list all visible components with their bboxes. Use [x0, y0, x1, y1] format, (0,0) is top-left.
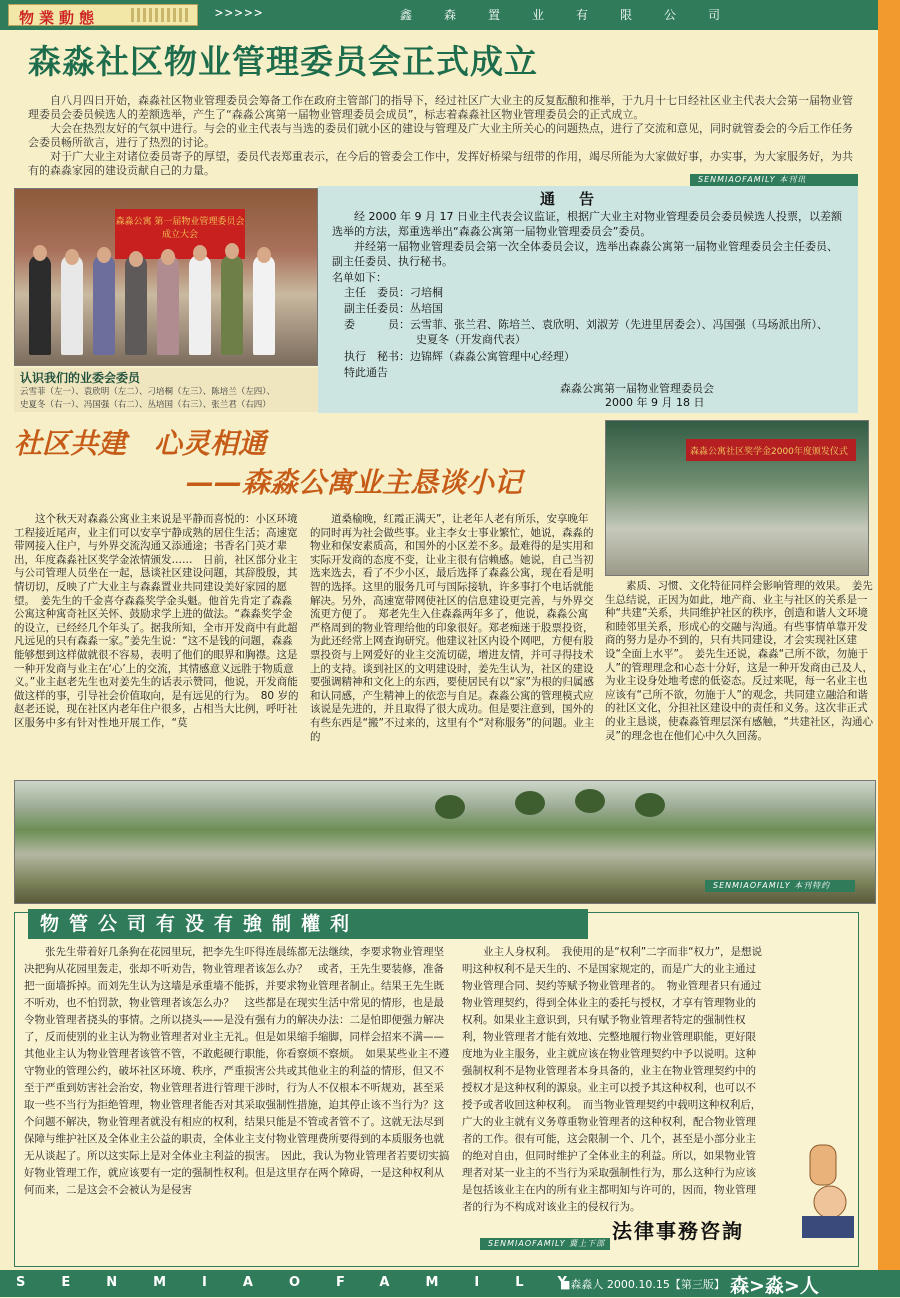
photo-caption-title: 认识我们的业委会委员 — [20, 371, 141, 385]
footer-issue-date: ■森淼人 2000.10.15【第三版】 — [560, 1278, 725, 1291]
raised-hand-icon — [790, 1140, 860, 1240]
notice-signer: 森淼公寓第一届物业管理委员会 — [560, 382, 714, 395]
tree — [435, 795, 465, 819]
person-figure — [93, 255, 115, 355]
notice-row: 主任 委员：刁培桐 — [344, 286, 443, 299]
orange-side-bar — [878, 0, 900, 1280]
tree — [635, 793, 665, 817]
notice-row: 副主任委员：丛培国 — [344, 302, 443, 315]
person-figure — [125, 255, 147, 355]
section-tag: 物業動態 — [19, 9, 100, 27]
notice-row: 委 员：云雪菲、张兰君、陈培兰、袁欣明、刘淑芳（先进里居委会）、冯国强（马场派出所）、 — [344, 318, 828, 331]
person-figure — [189, 255, 211, 355]
section-tag-box — [8, 4, 198, 26]
notice-list-label: 名单如下： — [332, 271, 387, 284]
tag-stripes — [131, 8, 191, 22]
person-head — [65, 249, 79, 265]
person-figure — [157, 255, 179, 355]
notice-row: 史夏冬（开发商代表） — [416, 333, 526, 346]
person-head — [225, 243, 239, 259]
person-figure — [29, 255, 51, 355]
article1-paragraph: 自八月四日开始，森淼社区物业管理委员会筹备工作在政府主管部门的指导下，经过社区广大业主的反复酝酿和推举，于九月十七日经社区业主代表大会第一届物业管理委员会委员候选人的差额选举，产生了“森淼公寓第一届物业管理委员会成员”，标志着森淼社区物业管理委员会的正式成立。 — [28, 94, 853, 121]
caption-line: 史夏冬（右一）、冯国强（右二）、丛培国（右三）、张兰君（右四） — [20, 400, 271, 410]
article2-subtitle: ——森淼公寓业主恳谈小记 — [186, 466, 523, 499]
notice-paragraph: 经 2000 年 9 月 17 日业主代表会议监证，根据广大业主对物业管理委员会委员候选人投票，以差额选举的方法，郑重选举出“森淼公寓第一届物业管理委员会”委员。 — [332, 210, 842, 238]
person-head — [97, 247, 111, 263]
notice-paragraph: 并经第一届物业管理委员会第一次全体委员会议，选举出森淼公寓第一届物业管理委员会主任委员、副主任委员、执行秘书。 — [332, 240, 838, 268]
notice-date: 2000 年 9 月 18 日 — [605, 396, 705, 409]
notice-row: 执行 秘书：边锦辉（森淼公寓管理中心经理） — [344, 350, 575, 363]
article2-column-1: 这个秋天对森淼公寓业主来说是平静而喜悦的：小区环境工程接近尾声，业主们可以安享宁静成熟的居住生活；高速宽带网接入住户，与外界交流沟通又添通途；书香名门英才辈出，年度森淼社区奖学金浓情颁发…… 日前，社区部分业主与公司管理人员坐在一起，恳谈社区建设问题，其辞殷殷，其情切切，反映了广大业主与森淼置业共同建设美好家园的愿望。 姜先生的千金喜夺森淼奖学金头魁。他首先肯定了森淼公寓这种寓奇社区关怀、鼓励求学上进的做法。“森淼奖学金的设立，已经经几个年头了。据我所知，全市开发商中有此超凡远见的只有森淼一家。”姜先生说：“这不是钱的问题，森淼能够想到这样做就很不容易，表明了他们的眼界和胸襟。这是一种开发商与业主在‘心’上的交流，其情感意义远胜于物质意义。”业主赵老先生也对姜先生的话表示赞同，他说，开发商能做这样的事，引导社会价值取向，是有远见的行为。 80 岁的赵老还说，现在社区内老年住户很多，占相当大比例，呼吁社区服务中多有针对性地开展工作，“莫 — [14, 513, 299, 729]
ceremony-banner: 森淼公寓社区奖学金2000年度颁发仪式 — [686, 439, 856, 461]
article2-title: 社区共建 心灵相通 — [14, 427, 267, 460]
legal-column-title: 法律事務咨詢 — [612, 1219, 744, 1243]
photo-banner: 森淼公寓 第一届物业管理委员会成立大会 — [115, 209, 245, 259]
award-ceremony-photo — [605, 420, 869, 576]
person-head — [161, 249, 175, 265]
committee-photo — [14, 188, 318, 366]
article3-title: 物管公司有没有強制權利 — [28, 909, 588, 939]
header-arrows: >>>>> — [215, 6, 265, 21]
article1-title: 森淼社区物业管理委员会正式成立 — [28, 42, 538, 81]
footer-wordmark: SENMIAOFAMILY — [16, 1275, 603, 1290]
caption-line: 云雪菲（左一）、袁欣明（左二）、刁培桐（左三）、陈培兰（左四）、 — [20, 387, 276, 397]
article3-column-2: 业主人身权利。 我使用的是“权利”二字而非“权力”，是想说明这种权利不是天生的、不是国家规定的，而是广大的业主通过物业管理合同、契约等赋予物业管理者的。 物业管理者只有通过物业管理契约，得到全体业主的委托与授权，才享有管理物业的权利。如果业主意识到，只有赋予物业管理者特定的强制性权利，物业管理者才能有效地、完整地履行物业管理职能，更好限度地为业主服务，业主就应该在物业管理契约中予以说明。这种强制权利不是物业管理者本身具备的，业主在物业管理契约中的授权才是这种权利的源泉。业主可以授予其这种权利，也可以不授予或者收回这种权利。 而当物业管理契约中载明这种权利后，广大的业主就有义务尊重物业管理者的这种权利，配合物业管理者的工作。很有可能，这会限制一个、几个，甚至是小部分业主的绝对自由，但同时维护了全体业主的利益。所以，如果物业管理者对某一业主的不当行为采取强制性行为，那么这种行为应该是包括该业主在内的所有业主都明知与许可的，因而，物业管理者的行为不构成对该业主的侵权行为。 — [462, 946, 763, 1213]
tree — [515, 791, 545, 815]
person-head — [33, 245, 47, 261]
person-figure — [61, 255, 83, 355]
article3-column-1: 张先生带着好几条狗在花园里玩，把李先生吓得连晨练都无法继续，李要求物业管理坚决把狗从花园里轰走，张却不听劝告，物业管理者该怎么办？ 或者，王先生要装修，准备把一面墙拆掉。而刘先生认为这墙是承重墙不能拆，并要求物业管理者制止。结果王先生既不听劝，也不怕罚款，物业管理者该怎么办？ 这些都是在现实生活中常见的情形，也是最令物业管理者挠头的事情。之所以挠头——是没有强有力的解决办法：二是怕即便强力解决了，反而使别的业主认为物业管理者对业主无礼。但是如果缩手缩脚，同样会招来不满——其他业主认为物业管理者该管不管，不敢彪硬行职能，你看察烦不察烦。 如果某些业主不遵守物业的管理公约，破坏社区环境、秩序，严重损害公共或其他业主的利益的情形，但又不至于严重到妨害社会治安，物业管理者进行管理干涉时，行为人不仅根本不听规劝，甚至采取一些不当行为拒绝管理，物业管理者能否对其采取强制性措施，迫其停止该不当行为？这个问题不解决，物业管理者就没有相应的权利，结果只能是不管或者管不了。这就无法尽到保障与维护社区及全体业主公益的职责，全体业主支付物业管理费所要得到的本质服务也就无从谈起了。所以这实际上是对全体业主利益的损害。 因此，我认为物业管理者若要切实搞好物业管理工作，就应该要有一定的强制性权利。但是这里存在两个障碍，一是这种权利从何而来，二是这会不会被认为是侵害 — [24, 946, 450, 1196]
tree — [575, 789, 605, 813]
photo-caption-names — [20, 386, 320, 412]
notice-end: 特此通告 — [344, 366, 388, 379]
article3-strip: SENMIAOFAMILY 冀上下部 — [480, 1238, 610, 1250]
person-head — [257, 247, 271, 263]
company-name: 鑫森置业有限公司 — [400, 8, 753, 22]
article1-paragraph: 大会在热烈友好的气氛中进行。与会的业主代表与当选的委员们就小区的建设与管理及广大业主所关心的问题热点，进行了交流和意见，同时就管委会的今后工作任务会委员畅所欲言，进行了热烈的讨论。 — [28, 122, 853, 149]
article1-strip: SENMIAOFAMILY 本刊讯 — [690, 174, 858, 186]
person-head — [129, 251, 143, 267]
notice-title: 通告 — [540, 190, 619, 208]
article2-column-2: 道桑榆晚，红霞正满天”，让老年人老有所乐，安享晚年的同时再为社会做些事。业主李女士事业繁忙，她说，森淼的物业和保安素质高，和国外的小区差不多。最难得的是实用和实际开发商的态度不变，让业主很有信赖感。她说，自己当初选来选去，看了不少小区，最后选择了森淼公寓，现在看是明智的选择。这里的服务几可与国际接轨，许多事打个电话就能解决。另外，高速宽带网使社区的信息建设更完善，与外界交流更方便了。 郑老先生入住森淼两年多了，他说，森淼公寓严格周到的物业管理给他的印象很好。郑老痴迷于股票投资，为此还经常上网查询研究。他建议社区内设个网吧，方便有股票投资与上网爱好的业主交流切磋，增进友情，并可寻得技术上的支持。谈到社区的文明建设时，姜先生认为，社区的建设要强调精神和文化上的东西，要使居民有以“家”为根的归属感和认同感，产生精神上的依恋与自足。森淼公寓的管理模式应该说是先进的，并且取得了很大成功。但是要注意到，国外的有些东西是“搬”不过来的，这里有个“对称服务”的问题。业主的 — [310, 513, 595, 743]
person-figure — [253, 255, 275, 355]
article2-column-3: 素质、习惯、文化特征同样会影响管理的效果。 姜先生总结说，正因为如此，地产商、业主与社区的关系是一种“共建”关系，共同维护社区的秩序，创造和谐人文环境和睦邻里关系，形成心的交融与沟通。有些事情单靠开发商的努力是办不到的，只有共同建设，才会实现社区建设“全面上水平”。 姜先生还说，森淼“己所不欲，勿施于人”的管理理念和心态十分好，这是一种开发商由己及人，为业主设身处地考虑的低姿态。反过来呢，每一名业主也应该有“己所不欲，勿施于人”的观念，共同建立融洽和谐的社区文化，分担社区建设中的责任和义务。这次非正式的业主恳谈，使森淼管理层深有感触，“共建社区，沟通心灵”的理念也在他们心中久久回荡。 — [605, 580, 873, 742]
footer-logo: 森>淼>人 — [730, 1275, 819, 1297]
person-head — [193, 245, 207, 261]
person-figure — [221, 255, 243, 355]
article1-paragraph: 对于广大业主对诸位委员寄予的厚望，委员代表郑重表示，在今后的管委会工作中，发挥好桥梁与纽带的作用，竭尽所能为大家做好事，办实事，为大家服务好，为共有的森淼家园的建设贡献自己的力量。 — [28, 150, 853, 177]
article2-strip: SENMIAOFAMILY 本刊特约 — [705, 880, 855, 892]
